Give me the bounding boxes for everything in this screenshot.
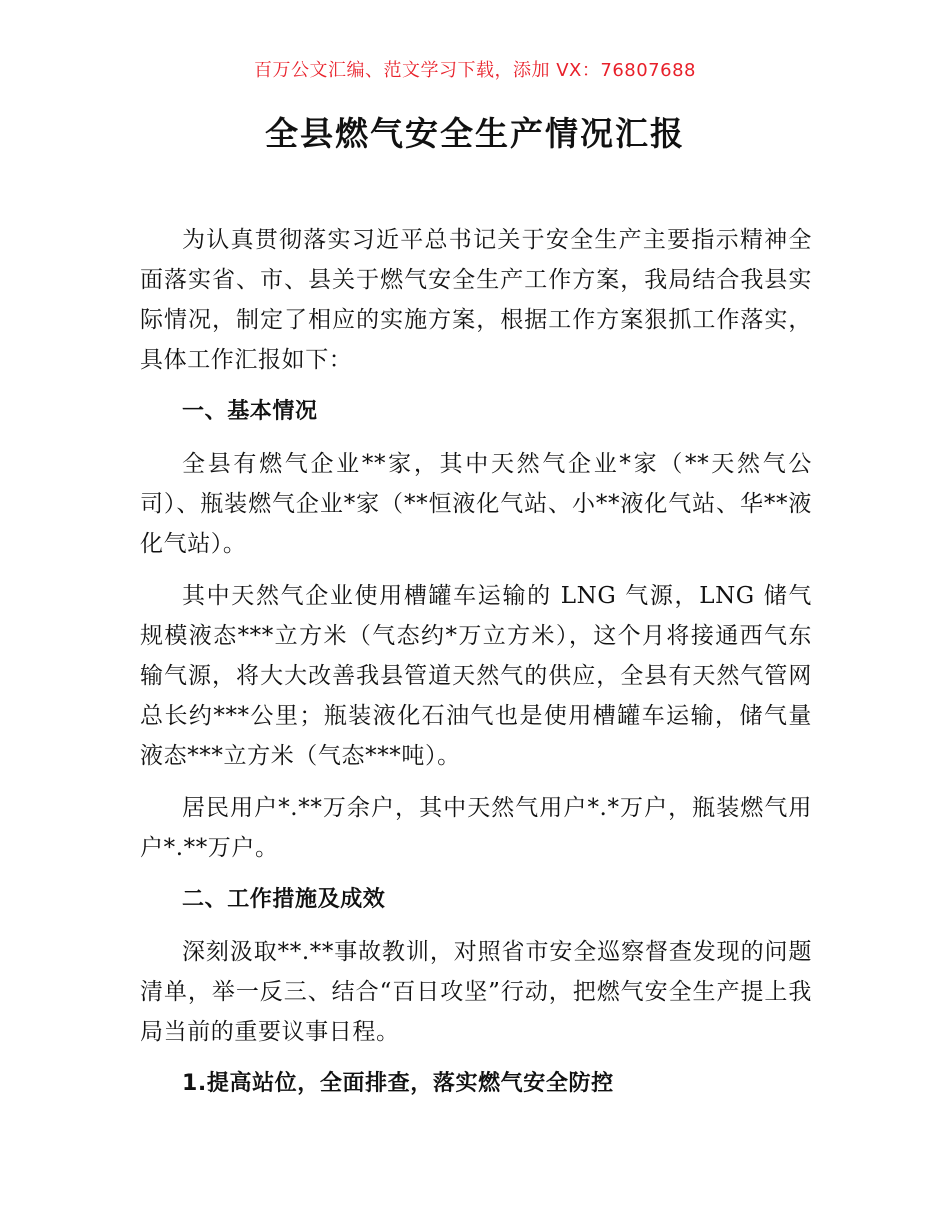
document-body	[140, 220, 812, 1116]
section-2-heading: 二、工作措施及成效	[182, 887, 386, 912]
intro-paragraph: 为认真贯彻落实习近平总书记关于安全生产主要指示精神全面落实省、市、县关于燃气安全生产工作方案，我局结合我县实际情况，制定了相应的实施方案，根据工作方案狠抓工作落实，具体工作汇报如下：	[140, 227, 812, 373]
subsection-1-heading: 1.提高站位，全面排查，落实燃气安全防控	[182, 1071, 614, 1096]
section-2-paragraph-1: 深刻汲取**.**事故教训，对照省市安全巡察督查发现的问题清单，举一反三、结合“百日攻坚”行动，把燃气安全生产提上我局当前的重要议事日程。	[140, 939, 812, 1045]
section-1-heading: 一、基本情况	[182, 399, 318, 424]
section-1-paragraph-2: 其中天然气企业使用槽罐车运输的 LNG 气源，LNG 储气规模液态***立方米（气态约*万立方米），这个月将接通西气东输气源，将大大改善我县管道天然气的供应，全县有天然气管网总长约***公里；瓶装液化石油气也是使用槽罐车运输，储气量液态***立方米（气态***吨）。	[140, 583, 812, 769]
page-title: 全县燃气安全生产情况汇报	[265, 114, 685, 153]
header-note: 百万公文汇编、范文学习下载，添加 VX：76807688	[254, 60, 696, 81]
section-1-paragraph-3: 居民用户*.**万余户，其中天然气用户*.*万户，瓶装燃气用户*.**万户。	[140, 795, 812, 861]
section-1-paragraph-1: 全县有燃气企业**家，其中天然气企业*家（**天然气公司）、瓶装燃气企业*家（**恒液化气站、小**液化气站、华**液化气站）。	[140, 451, 812, 557]
